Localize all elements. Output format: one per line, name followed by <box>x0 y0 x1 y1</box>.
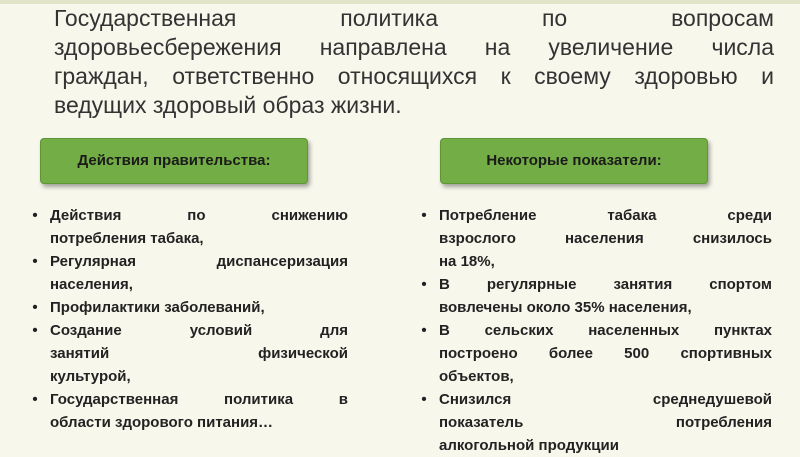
bullet-icon: • <box>32 299 38 316</box>
list-item-line: алкогольной продукции <box>439 437 619 454</box>
list-item <box>28 250 348 296</box>
bullet-icon: • <box>32 253 38 270</box>
indicators-list <box>417 204 772 457</box>
bullet-icon: • <box>32 207 38 224</box>
list-item-line: населения, <box>50 276 133 293</box>
list-item-line: вовлечены около 35% населения, <box>439 299 692 316</box>
list-item-line: Государственная политика в <box>50 391 348 408</box>
indicators-header <box>440 138 708 184</box>
intro-line: Государственная политика по вопросам <box>54 5 774 31</box>
list-item <box>417 273 772 319</box>
list-item-line: Действия по снижению <box>50 207 348 224</box>
list-item-line: на 18%, <box>439 253 495 270</box>
list-item <box>28 388 348 434</box>
list-item <box>417 388 772 457</box>
list-item-line: области здорового питания… <box>50 414 274 431</box>
list-item-line: Регулярная диспансеризация <box>50 253 348 270</box>
list-item <box>28 204 348 250</box>
list-item <box>417 204 772 273</box>
bullet-icon: • <box>421 207 427 224</box>
government-actions-title: Действия правительства: <box>77 152 271 169</box>
list-item-line: показатель потребления <box>439 414 772 431</box>
bullet-icon: • <box>421 276 427 293</box>
list-item-line: культурой, <box>50 368 131 385</box>
list-item <box>28 296 348 319</box>
intro-line: ведущих здоровый образ жизни. <box>54 92 402 118</box>
list-item-line: объектов, <box>439 368 514 385</box>
intro-line: граждан, ответственно относящихся к своему здоровью и <box>54 63 774 89</box>
list-item-line: Снизился среднедушевой <box>439 391 772 408</box>
intro-paragraph <box>54 4 774 120</box>
bullet-icon: • <box>421 322 427 339</box>
list-item-line: потребления табака, <box>50 230 204 247</box>
intro-line: здоровьесбережения направлена на увеличение числа <box>54 34 774 60</box>
list-item-line: занятий физической <box>50 345 348 362</box>
list-item-line: взрослого населения снизилось <box>439 230 772 247</box>
government-actions-header <box>40 138 308 184</box>
list-item-line: В сельских населенных пунктах <box>439 322 772 339</box>
list-item-line: Профилактики заболеваний, <box>50 299 265 316</box>
bullet-icon: • <box>32 322 38 339</box>
government-actions-list <box>28 204 348 434</box>
list-item-line: Потребление табака среди <box>439 207 772 224</box>
list-item <box>417 319 772 388</box>
list-item <box>28 319 348 388</box>
list-item-line: Создание условий для <box>50 322 348 339</box>
list-item-line: построено более 500 спортивных <box>439 345 772 362</box>
indicators-title: Некоторые показатели: <box>486 152 662 169</box>
bullet-icon: • <box>421 391 427 408</box>
bullet-icon: • <box>32 391 38 408</box>
list-item-line: В регулярные занятия спортом <box>439 276 772 293</box>
